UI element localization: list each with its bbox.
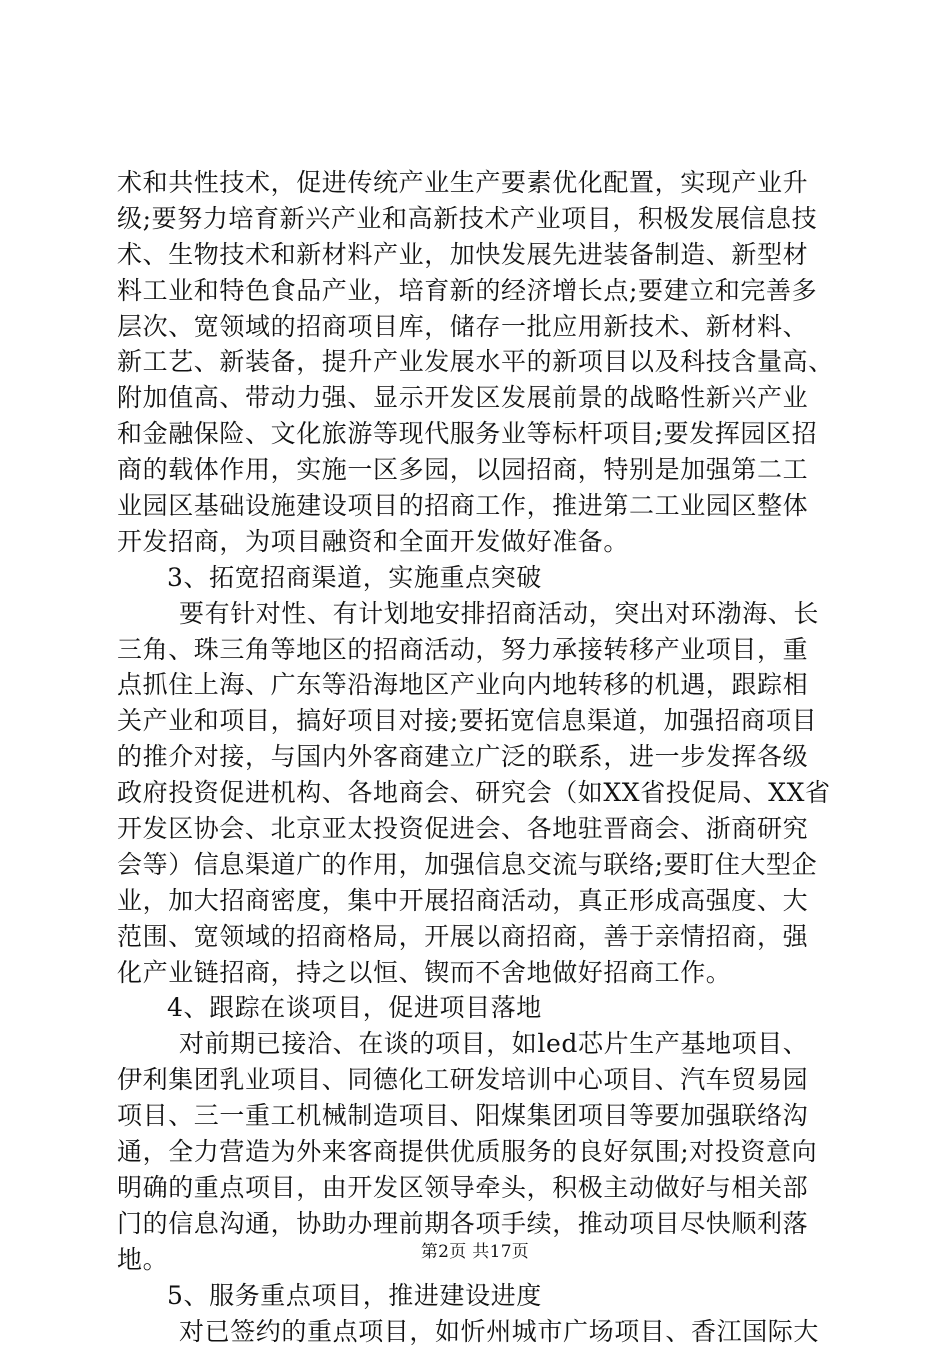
text-line: 门的信息沟通，协助办理前期各项手续，推动项目尽快顺利落 [117,1206,837,1242]
text-line: 三角、珠三角等地区的招商活动，努力承接转移产业项目，重 [117,632,837,668]
text-line: 术和共性技术，促进传统产业生产要素优化配置，实现产业升 [117,165,837,201]
text-line: 伊利集团乳业项目、同德化工研发培训中心项目、汽车贸易园 [117,1062,837,1098]
text-line: 业，加大招商密度，集中开展招商活动，真正形成高强度、大 [117,883,837,919]
text-line: 附加值高、带动力强、显示开发区发展前景的战略性新兴产业 [117,380,837,416]
text-line: 化产业链招商，持之以恒、锲而不舍地做好招商工作。 [117,955,837,991]
page-number-label: 第2页 共17页 [421,1242,529,1262]
page-footer [0,1240,950,1264]
text-line: 关产业和项目，搞好项目对接;要拓宽信息渠道，加强招商项目 [117,703,837,739]
text-line: 通，全力营造为外来客商提供优质服务的良好氛围;对投资意向 [117,1134,837,1170]
text-line: 范围、宽领域的招商格局，开展以商招商，善于亲情招商，强 [117,919,837,955]
section-heading: 4、跟踪在谈项目，促进项目落地 [117,990,837,1026]
text-line: 对已签约的重点项目，如忻州城市广场项目、香江国际大 [117,1314,837,1349]
section-heading: 3、拓宽招商渠道，实施重点突破 [117,560,837,596]
text-line: 要有针对性、有计划地安排招商活动，突出对环渤海、长 [117,596,837,632]
body-text [117,165,837,1349]
text-line: 政府投资促进机构、各地商会、研究会（如XX省投促局、XX省 [117,775,837,811]
section-heading: 5、服务重点项目，推进建设进度 [117,1278,837,1314]
text-line: 和金融保险、文化旅游等现代服务业等标杆项目;要发挥园区招 [117,416,837,452]
text-line: 开发区协会、北京亚太投资促进会、各地驻晋商会、浙商研究 [117,811,837,847]
text-line: 会等）信息渠道广的作用，加强信息交流与联络;要盯住大型企 [117,847,837,883]
text-line: 的推介对接，与国内外客商建立广泛的联系，进一步发挥各级 [117,739,837,775]
text-line: 明确的重点项目，由开发区领导牵头，积极主动做好与相关部 [117,1170,837,1206]
text-line: 点抓住上海、广东等沿海地区产业向内地转移的机遇，跟踪相 [117,667,837,703]
text-line: 商的载体作用，实施一区多园，以园招商，特别是加强第二工 [117,452,837,488]
text-line: 地。 [117,1242,837,1278]
text-line: 术、生物技术和新材料产业，加快发展先进装备制造、新型材 [117,237,837,273]
text-line: 层次、宽领域的招商项目库，储存一批应用新技术、新材料、 [117,309,837,345]
text-line: 开发招商，为项目融资和全面开发做好准备。 [117,524,837,560]
text-line: 业园区基础设施建设项目的招商工作，推进第二工业园区整体 [117,488,837,524]
text-line: 新工艺、新装备，提升产业发展水平的新项目以及科技含量高、 [117,344,837,380]
text-line: 料工业和特色食品产业，培育新的经济增长点;要建立和完善多 [117,273,837,309]
text-line: 项目、三一重工机械制造项目、阳煤集团项目等要加强联络沟 [117,1098,837,1134]
text-line: 对前期已接洽、在谈的项目，如led芯片生产基地项目、 [117,1026,837,1062]
text-line: 级;要努力培育新兴产业和高新技术产业项目，积极发展信息技 [117,201,837,237]
